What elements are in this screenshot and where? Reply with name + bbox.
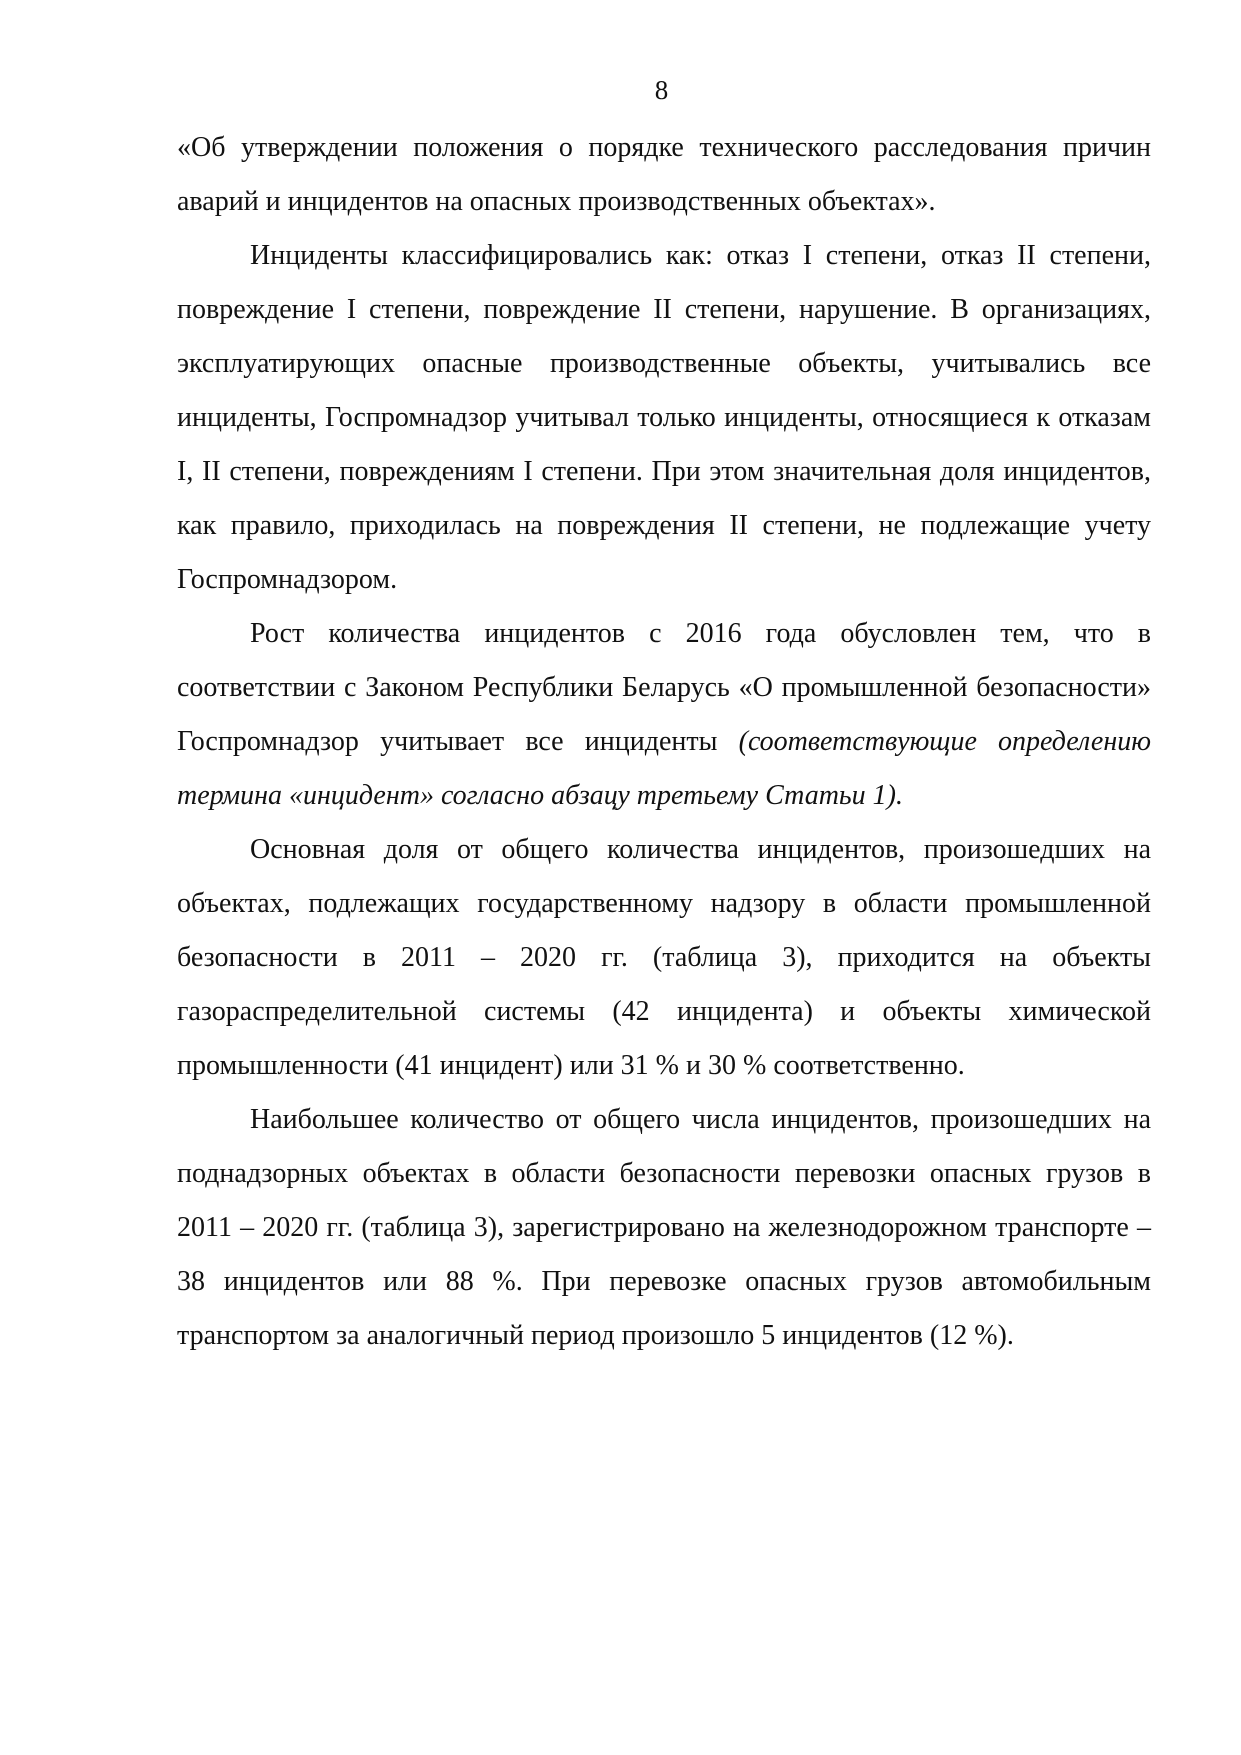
page-number: 8 xyxy=(654,75,669,105)
paragraph-industrial-safety-share: Основная доля от общего количества инцидентов, произошедших на объектах, подлежащих государственному надзору в области промышленной безопасности в 2011 – 2020 гг. (таблица 3), приходится на объекты газораспределительной системы (42 инцидента) и объекты химической промышленности (41 инцидент) или 31 % и 30 % соответственно. xyxy=(177,834,1151,1081)
paragraph-incident-growth-text: Рост количества инцидентов с 2016 года обусловлен тем, что в соответствии с Законом Республики Беларусь «О промышленной безопасности» Госпромнадзор учитывает все инциденты xyxy=(177,618,1151,757)
document-body xyxy=(177,121,1151,1363)
paragraph-incident-growth-italic-note: (соответствующие определению термина «инцидент» согласно абзацу третьему Статьи 1). xyxy=(177,726,1151,811)
paragraph-dangerous-goods-transport: Наибольшее количество от общего числа инцидентов, произошедших на поднадзорных объектах в области безопасности перевозки опасных грузов в 2011 – 2020 гг. (таблица 3), зарегистрировано на железнодорожном транспорте – 38 инцидентов или 88 %. При перевозке опасных грузов автомобильным транспортом за аналогичный период произошло 5 инцидентов (12 %). xyxy=(177,1104,1151,1351)
paragraph-incident-growth xyxy=(177,607,1151,823)
paragraph-incident-classification: Инциденты классифицировались как: отказ I степени, отказ II степени, повреждение I степени, повреждение II степени, нарушение. В организациях, эксплуатирующих опасные производственные объекты, учитывались все инциденты, Госпромнадзор учитывал только инциденты, относящиеся к отказам I, II степени, повреждениям I степени. При этом значительная доля инцидентов, как правило, приходилась на повреждения II степени, не подлежащие учету Госпромнадзором. xyxy=(177,240,1151,595)
paragraph-decree-title: «Об утверждении положения о порядке технического расследования причин аварий и инцидентов на опасных производственных объектах». xyxy=(177,132,1151,217)
